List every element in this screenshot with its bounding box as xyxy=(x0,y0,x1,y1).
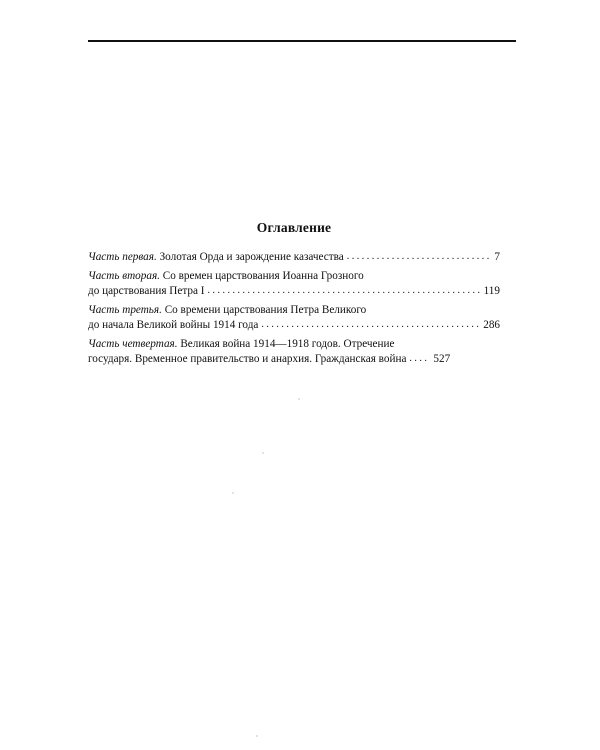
part-label: Часть вторая. xyxy=(88,270,160,282)
scan-speck xyxy=(256,735,258,737)
entry-title-continued: до царствования Петра I xyxy=(88,285,205,297)
toc-entry[interactable] xyxy=(88,250,500,265)
page-number: 119 xyxy=(483,285,500,297)
entry-title-continued: до начала Великой войны 1914 года xyxy=(88,319,259,331)
toc-entry[interactable] xyxy=(88,269,500,299)
entry-title: Великая война 1914—1918 годов. Отречение xyxy=(180,338,395,350)
toc-entry[interactable] xyxy=(88,303,500,333)
part-label: Часть первая. xyxy=(88,251,157,263)
scan-speck xyxy=(262,452,264,454)
part-label: Часть четвертая. xyxy=(88,338,178,350)
part-label: Часть третья. xyxy=(88,304,162,316)
entry-title: Со времени царствования Петра Великого xyxy=(164,304,367,316)
page-number: 527 xyxy=(433,353,451,365)
toc-entry[interactable] xyxy=(88,337,500,367)
page-number: 7 xyxy=(494,251,500,263)
leader-dots xyxy=(347,249,491,264)
scan-speck xyxy=(298,398,300,400)
table-of-contents xyxy=(88,220,500,371)
header-rule xyxy=(88,40,516,42)
toc-title: Оглавление xyxy=(256,220,332,235)
page-number: 286 xyxy=(483,319,500,331)
entry-title: Золотая Орда и зарождение казачества xyxy=(159,251,344,263)
leader-dots xyxy=(261,317,479,332)
entry-title: Со времен царствования Иоанна Грозного xyxy=(162,270,364,282)
scan-speck xyxy=(232,492,234,494)
leader-dots xyxy=(207,283,479,298)
entry-title-continued: государя. Временное правительство и анархия. Гражданская война xyxy=(88,353,407,365)
leader-dots xyxy=(409,351,429,366)
